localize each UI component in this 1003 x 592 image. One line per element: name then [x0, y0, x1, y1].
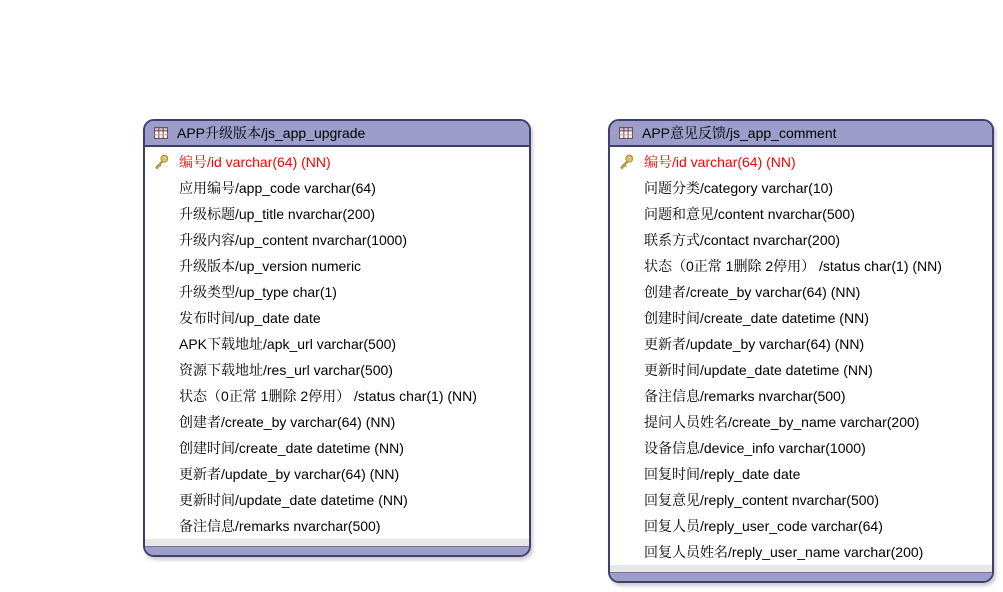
- column-row[interactable]: [145, 383, 529, 409]
- column-definition-text: 联系方式/contact nvarchar(200): [644, 232, 841, 248]
- column-row[interactable]: [145, 175, 529, 201]
- column-definition-text: 编号/id varchar(64) (NN): [644, 154, 796, 170]
- column-list: [610, 147, 992, 565]
- table-header[interactable]: [145, 121, 529, 147]
- column-row[interactable]: [145, 279, 529, 305]
- column-definition-text: 创建时间/create_date datetime (NN): [644, 310, 869, 326]
- column-row[interactable]: [610, 305, 992, 331]
- column-row[interactable]: [145, 201, 529, 227]
- column-definition-text: 回复时间/reply_date date: [644, 466, 801, 482]
- column-definition-text: 提问人员姓名/create_by_name varchar(200): [644, 414, 920, 430]
- primary-key-icon: [610, 153, 644, 171]
- column-row[interactable]: [610, 357, 992, 383]
- column-row[interactable]: [610, 409, 992, 435]
- column-definition-text: 设备信息/device_info varchar(1000): [644, 440, 866, 456]
- table-grid-icon: [154, 127, 168, 139]
- column-row[interactable]: [145, 227, 529, 253]
- column-definition-text: 问题分类/category varchar(10): [644, 180, 834, 196]
- column-definition-text: 备注信息/remarks nvarchar(500): [179, 518, 381, 534]
- column-row[interactable]: [610, 461, 992, 487]
- column-definition-text: 回复人员/reply_user_code varchar(64): [644, 518, 883, 534]
- column-row[interactable]: [610, 487, 992, 513]
- column-row[interactable]: [145, 487, 529, 513]
- column-row[interactable]: [610, 175, 992, 201]
- column-definition-text: 升级类型/up_type char(1): [179, 284, 337, 300]
- column-row[interactable]: [145, 409, 529, 435]
- column-definition-text: 状态（0正常 1删除 2停用） /status char(1) (NN): [644, 258, 942, 274]
- column-definition-text: 升级内容/up_content nvarchar(1000): [179, 232, 407, 248]
- column-definition-text: 升级标题/up_title nvarchar(200): [179, 206, 376, 222]
- table-header[interactable]: [610, 121, 992, 147]
- column-row[interactable]: [145, 331, 529, 357]
- column-definition-text: 应用编号/app_code varchar(64): [179, 180, 376, 196]
- column-row[interactable]: [610, 253, 992, 279]
- primary-key-icon: [145, 153, 179, 171]
- column-definition-text: APK下载地址/apk_url varchar(500): [179, 336, 397, 352]
- table-title: APP升级版本/js_app_upgrade: [177, 125, 366, 141]
- column-row[interactable]: [610, 331, 992, 357]
- column-definition-text: 回复人员姓名/reply_user_name varchar(200): [644, 544, 924, 560]
- column-definition-text: 升级版本/up_version numeric: [179, 258, 362, 274]
- entity-table-js-app-comment[interactable]: [608, 119, 994, 583]
- column-row[interactable]: [145, 305, 529, 331]
- column-definition-text: 编号/id varchar(64) (NN): [179, 154, 331, 170]
- column-row[interactable]: [610, 227, 992, 253]
- column-definition-text: 创建时间/create_date datetime (NN): [179, 440, 404, 456]
- column-row[interactable]: [610, 539, 992, 565]
- table-footer-strip: [610, 565, 992, 572]
- column-row[interactable]: [145, 461, 529, 487]
- column-definition-text: 更新者/update_by varchar(64) (NN): [644, 336, 865, 352]
- column-definition-text: 更新时间/update_date datetime (NN): [644, 362, 873, 378]
- column-definition-text: 资源下载地址/res_url varchar(500): [179, 362, 393, 378]
- column-row[interactable]: [145, 513, 529, 539]
- entity-table-js-app-upgrade[interactable]: [143, 119, 531, 557]
- column-definition-text: 回复意见/reply_content nvarchar(500): [644, 492, 879, 508]
- column-definition-text: 创建者/create_by varchar(64) (NN): [644, 284, 861, 300]
- column-definition-text: 更新时间/update_date datetime (NN): [179, 492, 408, 508]
- table-title: APP意见反馈/js_app_comment: [642, 125, 837, 141]
- column-row[interactable]: [145, 253, 529, 279]
- column-row[interactable]: [145, 357, 529, 383]
- column-row[interactable]: [610, 279, 992, 305]
- column-row[interactable]: [610, 383, 992, 409]
- column-list: [145, 147, 529, 539]
- column-row-primary-key[interactable]: [610, 149, 992, 175]
- table-footer-band: [610, 572, 992, 581]
- column-definition-text: 备注信息/remarks nvarchar(500): [644, 388, 846, 404]
- table-footer-strip: [145, 539, 529, 546]
- column-definition-text: 更新者/update_by varchar(64) (NN): [179, 466, 400, 482]
- column-row[interactable]: [610, 513, 992, 539]
- column-row-primary-key[interactable]: [145, 149, 529, 175]
- column-row[interactable]: [145, 435, 529, 461]
- column-definition-text: 问题和意见/content nvarchar(500): [644, 206, 855, 222]
- column-definition-text: 发布时间/up_date date: [179, 310, 321, 326]
- table-grid-icon: [619, 127, 633, 139]
- column-row[interactable]: [610, 435, 992, 461]
- column-definition-text: 创建者/create_by varchar(64) (NN): [179, 414, 396, 430]
- table-footer-band: [145, 546, 529, 555]
- column-row[interactable]: [610, 201, 992, 227]
- column-definition-text: 状态（0正常 1删除 2停用） /status char(1) (NN): [179, 388, 477, 404]
